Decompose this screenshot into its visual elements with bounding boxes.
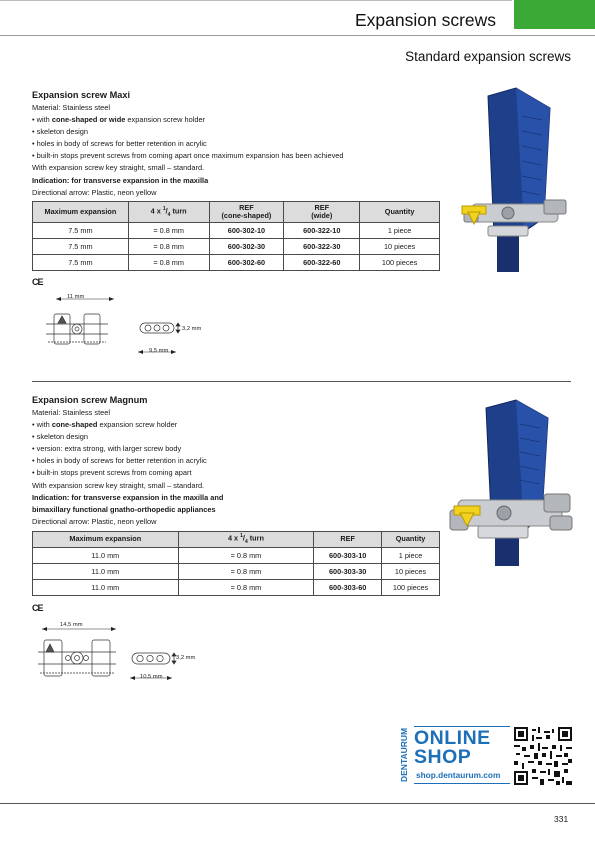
shop-rule-bottom <box>414 783 510 784</box>
maxi-product-image <box>458 86 573 276</box>
magnum-body-profile <box>132 653 176 664</box>
table-row: 7.5 mm = 0.8 mm 600-302-60 600-322-60 100 pieces <box>33 255 440 271</box>
maxi-indication: Indication: for transverse expansion in the maxilla <box>32 175 209 185</box>
table-row: 7.5 mm = 0.8 mm 600-302-10 600-322-10 1 piece <box>33 223 440 239</box>
table-row: 11.0 mm = 0.8 mm 600-303-60 100 pieces <box>33 580 440 596</box>
magnum-bullet: • skeleton design <box>32 432 88 442</box>
magnum-indication: Indication: for transverse expansion in the maxilla and <box>32 492 224 502</box>
svg-text:DENTAURUM: DENTAURUM <box>399 727 409 782</box>
footer-rule <box>0 803 595 804</box>
col-header-expansion: Maximum expansion <box>33 202 129 223</box>
maxi-arrow-note: Directional arrow: Plastic, neon yellow <box>32 187 157 197</box>
category-title: Expansion screws <box>355 10 497 30</box>
magnum-height-label: 3,2 mm <box>176 655 196 661</box>
shop-url-link[interactable]: shop.dentaurum.com <box>416 770 501 780</box>
section-subtitle: Standard expansion screws <box>405 49 571 64</box>
maxi-width-dimension <box>56 297 114 301</box>
product-shaft <box>495 536 519 566</box>
table-row: 11.0 mm = 0.8 mm 600-303-30 10 pieces <box>33 564 440 580</box>
section-divider <box>32 381 571 382</box>
magnum-top-view <box>38 640 116 676</box>
magnum-bullet: • holes in body of screws for better retention in acrylic <box>32 456 207 466</box>
maxi-bullet: • built-in stops prevent screws from coming apart once maximum expansion has been achieved <box>32 151 344 161</box>
maxi-order-table <box>32 201 440 271</box>
col-header-ref-wide: REF (wide) <box>284 202 360 223</box>
magnum-arrow-note: Directional arrow: Plastic, neon yellow <box>32 516 157 526</box>
col-header-quantity: Quantity <box>382 532 440 548</box>
maxi-title: Expansion screw Maxi <box>32 90 131 100</box>
magnum-bullet: • with cone-shaped expansion screw holder <box>32 420 178 430</box>
top-rule <box>0 0 512 1</box>
maxi-material: Material: Stainless steel <box>32 103 111 112</box>
maxi-body-profile <box>140 323 180 333</box>
magnum-order-table <box>32 531 440 596</box>
magnum-bullet: • built-in stops prevent screws from coming apart <box>32 468 192 478</box>
table-row: 7.5 mm = 0.8 mm 600-302-30 600-322-30 10 pieces <box>33 239 440 255</box>
magnum-bullet: • version: extra strong, with larger screw body <box>32 444 182 454</box>
maxi-bullet: • holes in body of screws for better retention in acrylic <box>32 139 207 149</box>
maxi-top-view <box>46 314 108 344</box>
magnum-material: Material: Stainless steel <box>32 408 111 417</box>
maxi-bullet: • with cone-shaped or wide expansion screw holder <box>32 115 206 125</box>
online-shop-heading[interactable]: ONLINE <box>414 727 491 749</box>
online-shop-heading[interactable]: SHOP <box>414 746 472 768</box>
maxi-width-label: 11 mm <box>67 294 85 300</box>
magnum-description <box>32 407 223 528</box>
magnum-indication: bimaxillary functional gnatho-orthopedic appliances <box>32 504 216 514</box>
magnum-product-image <box>440 398 575 568</box>
magnum-title: Expansion screw Magnum <box>32 395 148 405</box>
maxi-bullet: • skeleton design <box>32 127 88 137</box>
maxi-technical-drawing <box>44 290 214 360</box>
col-header-turn: 4 x $^1/_4$ turn <box>128 202 209 223</box>
col-header-turn: 4 x $^1/_4$ turn <box>178 532 314 548</box>
magnum-key-note: With expansion screw key straight, small – standard. <box>32 480 205 490</box>
maxi-key-note: With expansion screw key straight, small – standard. <box>32 163 205 173</box>
category-rule <box>0 35 595 36</box>
maxi-height-label: 3,2 mm <box>182 326 202 332</box>
ce-mark: CE <box>32 603 43 613</box>
category-color-tab <box>514 0 595 29</box>
page-number: 331 <box>554 814 569 824</box>
col-header-ref: REF <box>314 532 382 548</box>
qr-code-icon[interactable] <box>514 727 572 785</box>
product-shaft <box>497 236 519 272</box>
ce-mark: CE <box>32 277 43 287</box>
col-header-ref-cone: REF (cone-shaped) <box>209 202 284 223</box>
magnum-length-label: 10,5 mm <box>140 674 163 680</box>
col-header-quantity: Quantity <box>360 202 440 223</box>
dentaurum-brand-vertical <box>393 724 415 784</box>
maxi-description <box>32 102 344 199</box>
maxi-length-label: 9,5 mm <box>149 348 169 354</box>
col-header-expansion: Maximum expansion <box>33 532 179 548</box>
magnum-width-label: 14,5 mm <box>60 622 83 628</box>
table-row: 11.0 mm = 0.8 mm 600-303-10 1 piece <box>33 548 440 564</box>
